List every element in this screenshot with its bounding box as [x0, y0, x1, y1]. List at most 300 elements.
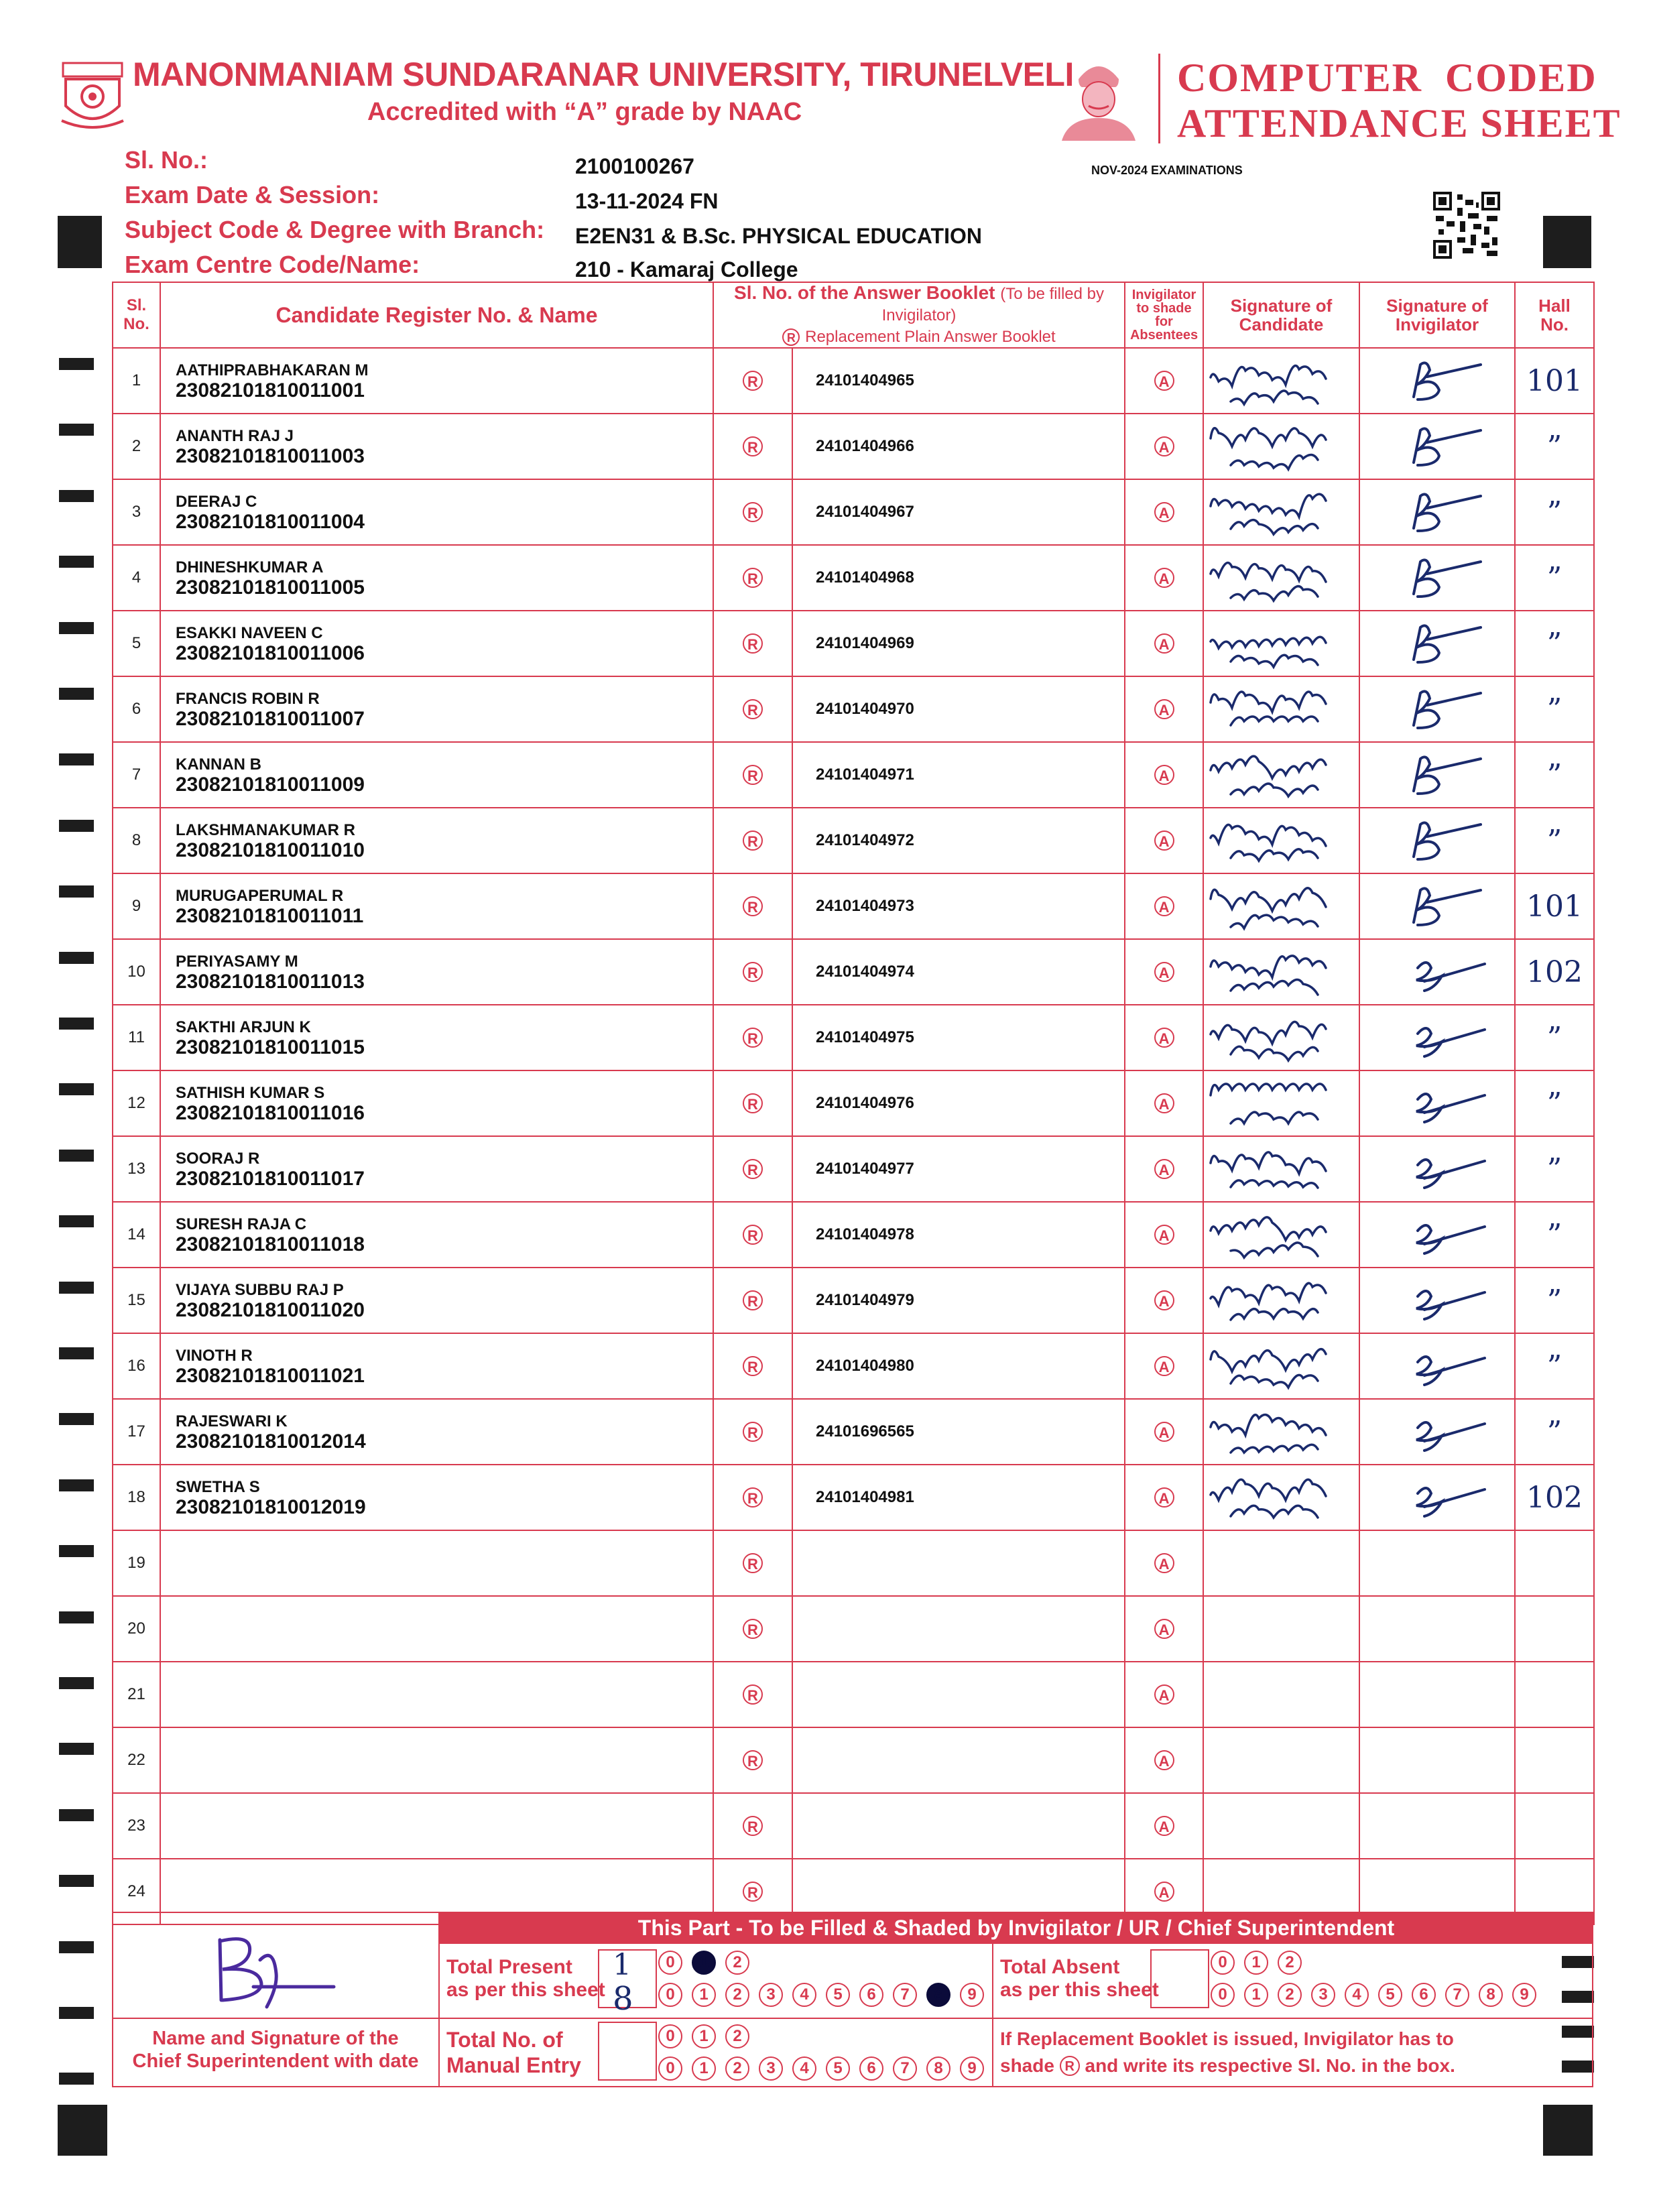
hall-number: ” — [1515, 1333, 1594, 1399]
candidate-signature-cell — [1203, 479, 1359, 545]
replacement-r-bubble[interactable]: R — [743, 1684, 763, 1705]
replacement-bubble-cell[interactable] — [713, 545, 792, 611]
booklet-number[interactable]: 24101404975 — [792, 1005, 1125, 1070]
replacement-bubble-cell[interactable] — [713, 1399, 792, 1465]
exam-date-label: Exam Date & Session: — [125, 181, 380, 208]
candidate-signature-cell — [1203, 348, 1359, 414]
invigilator-signature-cell — [1359, 1662, 1515, 1727]
booklet-number[interactable] — [792, 1530, 1125, 1596]
replacement-bubble-cell[interactable] — [713, 1333, 792, 1399]
timing-mark — [59, 424, 94, 436]
absent-a-bubble[interactable]: A — [1154, 633, 1174, 654]
absent-a-bubble[interactable]: A — [1154, 568, 1174, 588]
total-present-tens-bubbles[interactable] — [658, 1951, 759, 1975]
replacement-bubble-cell[interactable] — [713, 1136, 792, 1202]
booklet-number[interactable]: 24101404981 — [792, 1465, 1125, 1530]
divider — [992, 2018, 1593, 2019]
table-row — [113, 348, 1594, 414]
digit-bubble[interactable]: 2 — [725, 2056, 749, 2081]
invigilator-signature-cell — [1359, 1399, 1515, 1465]
invigilator-signature-cell — [1359, 1793, 1515, 1859]
absent-a-bubble[interactable]: A — [1154, 1159, 1174, 1179]
row-sl-no: 5 — [113, 611, 160, 676]
hall-number — [1515, 1793, 1594, 1859]
candidate-name: SAKTHI ARJUN K — [176, 1018, 311, 1036]
absent-a-bubble[interactable]: A — [1154, 1422, 1174, 1442]
absent-bubble-cell[interactable] — [1125, 1662, 1203, 1727]
candidate-register-no: 23082101810012019 — [176, 1496, 366, 1518]
absent-bubble-cell[interactable] — [1125, 808, 1203, 873]
booklet-number[interactable]: 24101404974 — [792, 939, 1125, 1005]
chief-label-line2: Chief Superintendent with date — [132, 2050, 419, 2072]
candidate-cell — [160, 1136, 713, 1202]
absent-bubble-cell[interactable] — [1125, 1596, 1203, 1662]
booklet-number[interactable] — [792, 1662, 1125, 1727]
absent-a-bubble[interactable]: A — [1154, 1619, 1174, 1639]
absent-a-bubble[interactable]: A — [1154, 1750, 1174, 1770]
centre-label: Exam Centre Code/Name: — [125, 251, 420, 278]
digit-bubble[interactable]: 6 — [859, 2056, 883, 2081]
absent-bubble-cell[interactable] — [1125, 1005, 1203, 1070]
table-row — [113, 808, 1594, 873]
replacement-bubble-cell[interactable] — [713, 1268, 792, 1333]
replacement-bubble-cell[interactable] — [713, 808, 792, 873]
note-line1: If Replacement Booklet is issued, Invigilator has to — [1000, 2028, 1454, 2049]
absent-bubble-cell[interactable] — [1125, 1465, 1203, 1530]
digit-bubble[interactable]: 2 — [1278, 1983, 1302, 2007]
booklet-number[interactable]: 24101404977 — [792, 1136, 1125, 1202]
absent-bubble-cell[interactable] — [1125, 939, 1203, 1005]
row-sl-no: 24 — [113, 1859, 160, 1924]
replacement-r-bubble[interactable]: R — [743, 1422, 763, 1442]
replacement-bubble-cell[interactable] — [713, 348, 792, 414]
replacement-bubble-cell[interactable] — [713, 1005, 792, 1070]
absent-a-bubble[interactable]: A — [1154, 896, 1174, 916]
digit-bubble[interactable]: 1 — [1244, 1983, 1268, 2007]
sl-no-label: Sl. No.: — [125, 146, 208, 174]
replacement-r-bubble[interactable]: R — [743, 568, 763, 588]
candidate-signature-mark — [1204, 1007, 1351, 1068]
table-row — [113, 939, 1594, 1005]
candidate-cell — [160, 1793, 713, 1859]
booklet-number[interactable]: 24101404978 — [792, 1202, 1125, 1268]
absent-bubble-cell[interactable] — [1125, 1268, 1203, 1333]
attendance-table — [112, 282, 1595, 1925]
digit-bubble[interactable]: 7 — [893, 2056, 917, 2081]
absent-a-bubble[interactable]: A — [1154, 1290, 1174, 1310]
signature-stroke — [1211, 692, 1326, 725]
candidate-name: ESAKKI NAVEEN C — [176, 624, 323, 642]
row-sl-no: 7 — [113, 742, 160, 808]
digit-bubble[interactable]: 1 — [692, 1951, 716, 1975]
replacement-r-bubble[interactable]: R — [743, 962, 763, 982]
handwritten-units: 8 — [613, 1980, 633, 2015]
total-absent-box[interactable] — [1150, 1949, 1209, 2008]
candidate-register-no: 23082101810011004 — [176, 511, 365, 533]
signature-stroke — [1416, 1291, 1485, 1319]
replacement-bubble-cell[interactable] — [713, 742, 792, 808]
absent-a-bubble[interactable]: A — [1154, 1684, 1174, 1705]
signature-stroke — [1211, 563, 1326, 601]
digit-bubble[interactable]: 9 — [960, 2056, 984, 2081]
digit-bubble[interactable]: 4 — [792, 1983, 816, 2007]
candidate-register-no: 23082101810011009 — [176, 774, 365, 796]
row-sl-no: 23 — [113, 1793, 160, 1859]
absent-a-bubble[interactable]: A — [1154, 1356, 1174, 1376]
row-sl-no: 18 — [113, 1465, 160, 1530]
digit-bubble[interactable]: 4 — [792, 2056, 816, 2081]
booklet-number[interactable]: 24101404972 — [792, 808, 1125, 873]
replacement-bubble-cell[interactable] — [713, 1202, 792, 1268]
digit-bubble[interactable]: 1 — [692, 2056, 716, 2081]
signature-stroke — [1211, 428, 1326, 469]
candidate-cell — [160, 808, 713, 873]
candidate-signature-cell — [1203, 1793, 1359, 1859]
invigilator-signature-cell — [1359, 742, 1515, 808]
digit-bubble[interactable]: 7 — [893, 1983, 917, 2007]
manual-entry-unit-bubbles[interactable] — [658, 2056, 993, 2081]
digit-bubble[interactable]: 3 — [759, 2056, 783, 2081]
total-absent-tens-bubbles[interactable] — [1211, 1951, 1311, 1975]
absent-bubble-cell[interactable] — [1125, 1727, 1203, 1793]
replacement-bubble-cell[interactable] — [713, 1530, 792, 1596]
booklet-number[interactable]: 24101404979 — [792, 1268, 1125, 1333]
col-sl-no: Sl. No. — [113, 282, 160, 348]
timing-mark — [59, 1347, 94, 1359]
signature-stroke — [1211, 824, 1326, 861]
absent-bubble-cell[interactable] — [1125, 611, 1203, 676]
candidate-signature-mark — [1204, 1138, 1351, 1200]
digit-bubble[interactable]: 8 — [1479, 1983, 1503, 2007]
booklet-number[interactable]: 24101404970 — [792, 676, 1125, 742]
invigilator-signature-cell — [1359, 348, 1515, 414]
candidate-signature-cell — [1203, 1399, 1359, 1465]
replacement-r-bubble[interactable]: R — [743, 436, 763, 456]
invigilator-signature-mark — [1360, 810, 1514, 871]
replacement-bubble-cell[interactable] — [713, 676, 792, 742]
digit-bubble[interactable]: 1 — [692, 2024, 716, 2048]
replacement-r-bubble[interactable]: R — [743, 1750, 763, 1770]
booklet-number[interactable]: 24101404976 — [792, 1070, 1125, 1136]
replacement-r-bubble[interactable]: R — [743, 502, 763, 522]
total-present-label — [446, 1956, 605, 2002]
total-absent-label — [1000, 1956, 1159, 2002]
replacement-r-bubble[interactable]: R — [743, 1159, 763, 1179]
absent-bubble-cell[interactable] — [1125, 676, 1203, 742]
candidate-cell — [160, 611, 713, 676]
timing-mark — [59, 622, 94, 634]
absent-a-bubble[interactable]: A — [1154, 1225, 1174, 1245]
invigilator-signature-mark — [1360, 678, 1514, 740]
replacement-bubble-cell[interactable] — [713, 414, 792, 479]
candidate-register-no: 23082101810011010 — [176, 839, 365, 861]
digit-bubble[interactable]: 0 — [658, 1951, 682, 1975]
col-candidate: Candidate Register No. & Name — [160, 282, 713, 348]
replacement-r-bubble[interactable]: R — [743, 831, 763, 851]
digit-bubble[interactable]: 3 — [759, 1983, 783, 2007]
digit-bubble[interactable]: 8 — [926, 1983, 950, 2007]
replacement-r-icon: R — [782, 328, 800, 346]
digit-bubble[interactable]: 0 — [1211, 1983, 1235, 2007]
replacement-r-bubble[interactable]: R — [743, 633, 763, 654]
absent-a-bubble[interactable]: A — [1154, 502, 1174, 522]
corner-marker — [1543, 2105, 1593, 2156]
booklet-number[interactable]: 24101404980 — [792, 1333, 1125, 1399]
candidate-signature-cell — [1203, 1662, 1359, 1727]
table-row — [113, 676, 1594, 742]
absent-a-bubble[interactable]: A — [1154, 699, 1174, 719]
digit-bubble[interactable]: 2 — [725, 1983, 749, 2007]
absent-a-bubble[interactable]: A — [1154, 962, 1174, 982]
candidate-name: SATHISH KUMAR S — [176, 1084, 325, 1102]
absent-a-bubble[interactable]: A — [1154, 1093, 1174, 1113]
candidate-signature-cell — [1203, 939, 1359, 1005]
hall-number — [1515, 1662, 1594, 1727]
candidate-signature-mark — [1204, 416, 1351, 477]
signature-stroke — [1211, 888, 1326, 928]
replacement-bubble-cell[interactable] — [713, 611, 792, 676]
candidate-register-no: 23082101810011013 — [176, 971, 365, 993]
hall-number: ” — [1515, 545, 1594, 611]
replacement-r-bubble[interactable]: R — [743, 1882, 763, 1902]
booklet-number[interactable]: 24101404967 — [792, 479, 1125, 545]
absent-a-bubble[interactable]: A — [1154, 1882, 1174, 1902]
replacement-r-bubble[interactable]: R — [743, 1290, 763, 1310]
invigilator-signature-cell — [1359, 676, 1515, 742]
table-row — [113, 1727, 1594, 1793]
replacement-r-bubble[interactable]: R — [743, 1225, 763, 1245]
absent-bubble-cell[interactable] — [1125, 1202, 1203, 1268]
absent-bubble-cell[interactable] — [1125, 1070, 1203, 1136]
exam-date-value: 13-11-2024 FN — [575, 189, 719, 213]
candidate-cell — [160, 676, 713, 742]
candidate-register-no: 23082101810011020 — [176, 1299, 365, 1321]
booklet-number[interactable]: 24101404973 — [792, 873, 1125, 939]
candidate-cell — [160, 873, 713, 939]
signature-stroke — [1211, 1479, 1326, 1518]
table-row — [113, 873, 1594, 939]
booklet-number[interactable]: 24101404966 — [792, 414, 1125, 479]
absent-bubble-cell[interactable] — [1125, 1530, 1203, 1596]
total-present-unit-bubbles[interactable] — [658, 1983, 993, 2007]
note-line2-start: shade — [1000, 2055, 1054, 2076]
absent-bubble-cell[interactable] — [1125, 742, 1203, 808]
absent-bubble-cell[interactable] — [1125, 1333, 1203, 1399]
candidate-name: SOORAJ R — [176, 1150, 260, 1168]
candidate-signature-cell — [1203, 414, 1359, 479]
booklet-number[interactable] — [792, 1596, 1125, 1662]
candidate-signature-mark — [1204, 1467, 1351, 1528]
table-row — [113, 1268, 1594, 1333]
candidate-cell — [160, 742, 713, 808]
row-sl-no: 10 — [113, 939, 160, 1005]
candidate-register-no: 23082101810011005 — [176, 576, 365, 599]
absent-bubble-cell[interactable] — [1125, 479, 1203, 545]
signature-stroke — [1416, 1094, 1485, 1122]
candidate-cell — [160, 939, 713, 1005]
digit-bubble[interactable]: 3 — [1311, 1983, 1335, 2007]
digit-bubble[interactable]: 5 — [826, 2056, 850, 2081]
digit-bubble[interactable]: 0 — [658, 1983, 682, 2007]
digit-bubble[interactable]: 9 — [1512, 1983, 1536, 2007]
digit-bubble[interactable]: 8 — [926, 2056, 950, 2081]
manual-entry-tens-bubbles[interactable] — [658, 2024, 759, 2048]
absent-a-bubble[interactable]: A — [1154, 1487, 1174, 1508]
invigilator-signature-mark — [1360, 1270, 1514, 1331]
invigilator-signature-cell — [1359, 414, 1515, 479]
row-sl-no: 16 — [113, 1333, 160, 1399]
booklet-number[interactable] — [792, 1793, 1125, 1859]
replacement-r-bubble[interactable]: R — [743, 371, 763, 391]
digit-bubble[interactable]: 6 — [1412, 1983, 1436, 2007]
signature-stroke — [1416, 1028, 1485, 1056]
replacement-r-bubble[interactable]: R — [743, 1093, 763, 1113]
digit-bubble[interactable]: 5 — [826, 1983, 850, 2007]
digit-bubble[interactable]: 0 — [658, 2024, 682, 2048]
signature-stroke — [1211, 1349, 1326, 1388]
row-sl-no: 1 — [113, 348, 160, 414]
replacement-bubble-cell[interactable] — [713, 1793, 792, 1859]
total-absent-unit-bubbles[interactable] — [1211, 1983, 1546, 2007]
absent-bubble-cell[interactable] — [1125, 414, 1203, 479]
absent-a-bubble[interactable]: A — [1154, 436, 1174, 456]
candidate-name: VINOTH R — [176, 1347, 253, 1365]
replacement-r-bubble[interactable]: R — [743, 896, 763, 916]
replacement-r-bubble[interactable]: R — [743, 1356, 763, 1376]
timing-mark — [59, 1545, 94, 1557]
booklet-number[interactable]: 24101404968 — [792, 545, 1125, 611]
corner-marker — [58, 2105, 107, 2156]
hall-number: ” — [1515, 1136, 1594, 1202]
candidate-name: LAKSHMANAKUMAR R — [176, 821, 355, 839]
absent-bubble-cell[interactable] — [1125, 1399, 1203, 1465]
candidate-name: SWETHA S — [176, 1478, 260, 1496]
absent-bubble-cell[interactable] — [1125, 873, 1203, 939]
absent-a-bubble[interactable]: A — [1154, 1553, 1174, 1573]
replacement-bubble-cell[interactable] — [713, 873, 792, 939]
timing-mark — [59, 1215, 94, 1227]
digit-bubble[interactable]: 1 — [692, 1983, 716, 2007]
table-row — [113, 1070, 1594, 1136]
row-sl-no: 9 — [113, 873, 160, 939]
signature-stroke — [1211, 366, 1326, 404]
invigilator-signature-mark — [1360, 1007, 1514, 1068]
invigilator-signature-mark — [1360, 416, 1514, 477]
signature-stroke — [1211, 1415, 1326, 1453]
invigilator-signature-cell — [1359, 1202, 1515, 1268]
candidate-signature-mark — [1204, 1401, 1351, 1463]
replacement-bubble-cell[interactable] — [713, 1070, 792, 1136]
timing-mark — [59, 753, 94, 765]
replacement-r-bubble[interactable]: R — [743, 765, 763, 785]
row-sl-no: 20 — [113, 1596, 160, 1662]
absent-bubble-cell[interactable] — [1125, 348, 1203, 414]
replacement-r-bubble[interactable]: R — [743, 1816, 763, 1836]
signature-stroke — [1414, 822, 1481, 859]
candidate-register-no: 23082101810011015 — [176, 1036, 365, 1058]
table-row — [113, 1662, 1594, 1727]
booklet-number[interactable]: 24101404965 — [792, 348, 1125, 414]
timing-mark — [59, 556, 94, 568]
col-booklet-sub: Replacement Plain Answer Booklet — [805, 328, 1056, 346]
signature-stroke — [1414, 625, 1481, 662]
replacement-bubble-cell[interactable] — [713, 939, 792, 1005]
candidate-name: FRANCIS ROBIN R — [176, 690, 320, 708]
digit-bubble[interactable]: 0 — [658, 2056, 682, 2081]
digit-bubble[interactable]: 4 — [1345, 1983, 1369, 2007]
replacement-r-bubble[interactable]: R — [743, 1619, 763, 1639]
digit-bubble[interactable]: 5 — [1378, 1983, 1402, 2007]
digit-bubble[interactable]: 2 — [1278, 1951, 1302, 1975]
replacement-bubble-cell[interactable] — [713, 1465, 792, 1530]
digit-bubble[interactable]: 2 — [725, 1951, 749, 1975]
invigilator-signature-cell — [1359, 1727, 1515, 1793]
absent-a-bubble[interactable]: A — [1154, 831, 1174, 851]
candidate-name: DHINESHKUMAR A — [176, 558, 324, 576]
replacement-bubble-cell[interactable] — [713, 1662, 792, 1727]
note-line2-end: and write its respective Sl. No. in the box. — [1085, 2055, 1455, 2076]
divider — [438, 1912, 440, 2087]
digit-bubble[interactable]: 7 — [1445, 1983, 1469, 2007]
absent-a-bubble[interactable]: A — [1154, 371, 1174, 391]
digit-bubble[interactable]: 9 — [960, 1983, 984, 2007]
candidate-signature-cell — [1203, 545, 1359, 611]
absent-bubble-cell[interactable] — [1125, 545, 1203, 611]
hall-number: ” — [1515, 414, 1594, 479]
replacement-bubble-cell[interactable] — [713, 1727, 792, 1793]
absent-bubble-cell[interactable] — [1125, 1793, 1203, 1859]
replacement-r-bubble[interactable]: R — [743, 1028, 763, 1048]
candidate-signature-cell — [1203, 1070, 1359, 1136]
absent-a-bubble[interactable]: A — [1154, 1816, 1174, 1836]
candidate-name: RAJESWARI K — [176, 1412, 288, 1430]
absent-a-bubble[interactable]: A — [1154, 1028, 1174, 1048]
absent-a-bubble[interactable]: A — [1154, 765, 1174, 785]
note-line2 — [1000, 2052, 1455, 2079]
signature-stroke — [1211, 1152, 1326, 1188]
digit-bubble[interactable]: 1 — [1244, 1951, 1268, 1975]
replacement-bubble-cell[interactable] — [713, 479, 792, 545]
candidate-signature-cell — [1203, 676, 1359, 742]
replacement-r-bubble[interactable]: R — [743, 1487, 763, 1508]
booklet-number[interactable]: 24101696565 — [792, 1399, 1125, 1465]
row-sl-no: 11 — [113, 1005, 160, 1070]
booklet-number[interactable]: 24101404969 — [792, 611, 1125, 676]
hall-number: ” — [1515, 1268, 1594, 1333]
digit-bubble[interactable]: 0 — [1211, 1951, 1235, 1975]
absent-bubble-cell[interactable] — [1125, 1136, 1203, 1202]
candidate-cell — [160, 545, 713, 611]
manual-entry-box[interactable] — [598, 2022, 657, 2081]
candidate-name: VIJAYA SUBBU RAJ P — [176, 1281, 344, 1299]
candidate-cell — [160, 1662, 713, 1727]
candidate-signature-cell — [1203, 1202, 1359, 1268]
candidate-signature-mark — [1204, 613, 1351, 674]
digit-bubble[interactable]: 2 — [725, 2024, 749, 2048]
invigilator-signature-mark — [1360, 1204, 1514, 1266]
booklet-number[interactable] — [792, 1727, 1125, 1793]
replacement-r-bubble[interactable]: R — [743, 699, 763, 719]
hall-number — [1515, 1530, 1594, 1596]
replacement-r-bubble[interactable]: R — [743, 1553, 763, 1573]
table-row — [113, 1136, 1594, 1202]
timing-mark — [59, 1479, 94, 1491]
hall-number: ” — [1515, 1070, 1594, 1136]
booklet-number[interactable]: 24101404971 — [792, 742, 1125, 808]
signature-stroke — [1416, 1488, 1485, 1516]
digit-bubble[interactable]: 6 — [859, 1983, 883, 2007]
replacement-bubble-cell[interactable] — [713, 1596, 792, 1662]
